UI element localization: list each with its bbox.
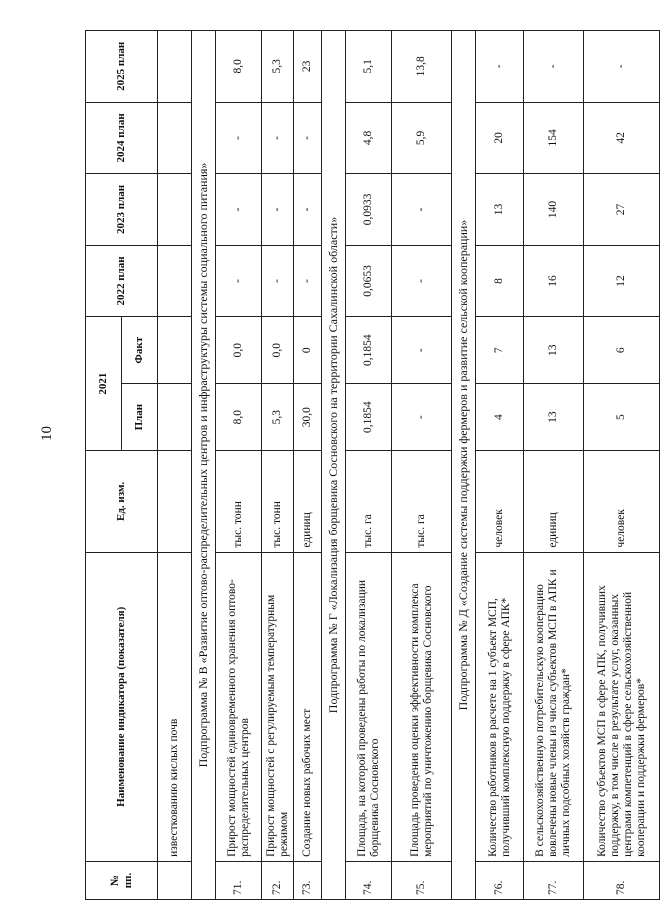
header-2021: 2021	[86, 317, 122, 451]
table-row: 75. Площадь проведения оценки эффективности комплекса мероприятий по уничтожению борщевика Сосновского тыс. га - - - - 5,9 13,8	[392, 31, 452, 900]
rotated-table-container	[85, 30, 647, 900]
indicators-table	[85, 30, 660, 900]
table-row	[158, 31, 192, 900]
carryover-text: известкованию кислых почв	[158, 552, 192, 861]
header-fact: Факт	[122, 317, 158, 384]
header-num: № пп.	[86, 861, 158, 899]
section-title: Подпрограмма № Д «Создание системы поддержки фермеров и развитие сельской кооперации»	[452, 31, 476, 900]
header-2022: 2022 план	[86, 245, 158, 317]
table-row: 78. Количество субъектов МСП в сфере АПК, получивших поддержку, в том числе в результате услуг, оказанных центрами компетенций в сфере сельскохозяйственной кооперации и поддержки фермеров* человек 5 6 12 27 42 -	[584, 31, 660, 900]
table-row: 77. В сельскохозяйственную потребительскую кооперацию вовлечены новые члены из числа субъектов МСП в АПК и личных подсобных хозяйств граждан* единиц 13 13 16 140 154 -	[524, 31, 584, 900]
header-2025: 2025 план	[86, 31, 158, 103]
section-title: Подпрограмма № Г «Локализация борщевика Сосновского на территории Сахалинской области»	[322, 31, 346, 900]
header-unit: Ед. изм.	[86, 451, 158, 553]
page-number: 10	[39, 426, 55, 441]
section-title: Подпрограмма № В «Развитие оптово-распределительных центров и инфраструктуры системы социального питания»	[192, 31, 216, 900]
table-row: 71. Прирост мощностей единовременного хранения оптово-распределительных центров тыс. тонн 8,0 0,0 - - - 8,0	[216, 31, 262, 900]
header-2024: 2024 план	[86, 102, 158, 174]
header-plan: План	[122, 384, 158, 451]
table-row: 73. Создание новых рабочих мест единиц 30,0 0 - - - 23	[294, 31, 322, 900]
table-row: 74. Площадь, на которой проведены работы по локализации борщевика Сосновского тыс. га 0,1854 0,1854 0,0653 0,0933 4,8 5,1	[346, 31, 392, 900]
table-row: 72. Прирост мощностей с регулируемым температурным режимом тыс. тонн 5,3 0,0 - - - 5,3	[262, 31, 294, 900]
header-2023: 2023 план	[86, 174, 158, 246]
table-row: 76. Количество работников в расчете на 1 субъект МСП, получивший комплексную поддержку в сфере АПК* человек 4 7 8 13 20 -	[476, 31, 524, 900]
header-name: Наименование индикатора (показателя)	[86, 552, 158, 861]
